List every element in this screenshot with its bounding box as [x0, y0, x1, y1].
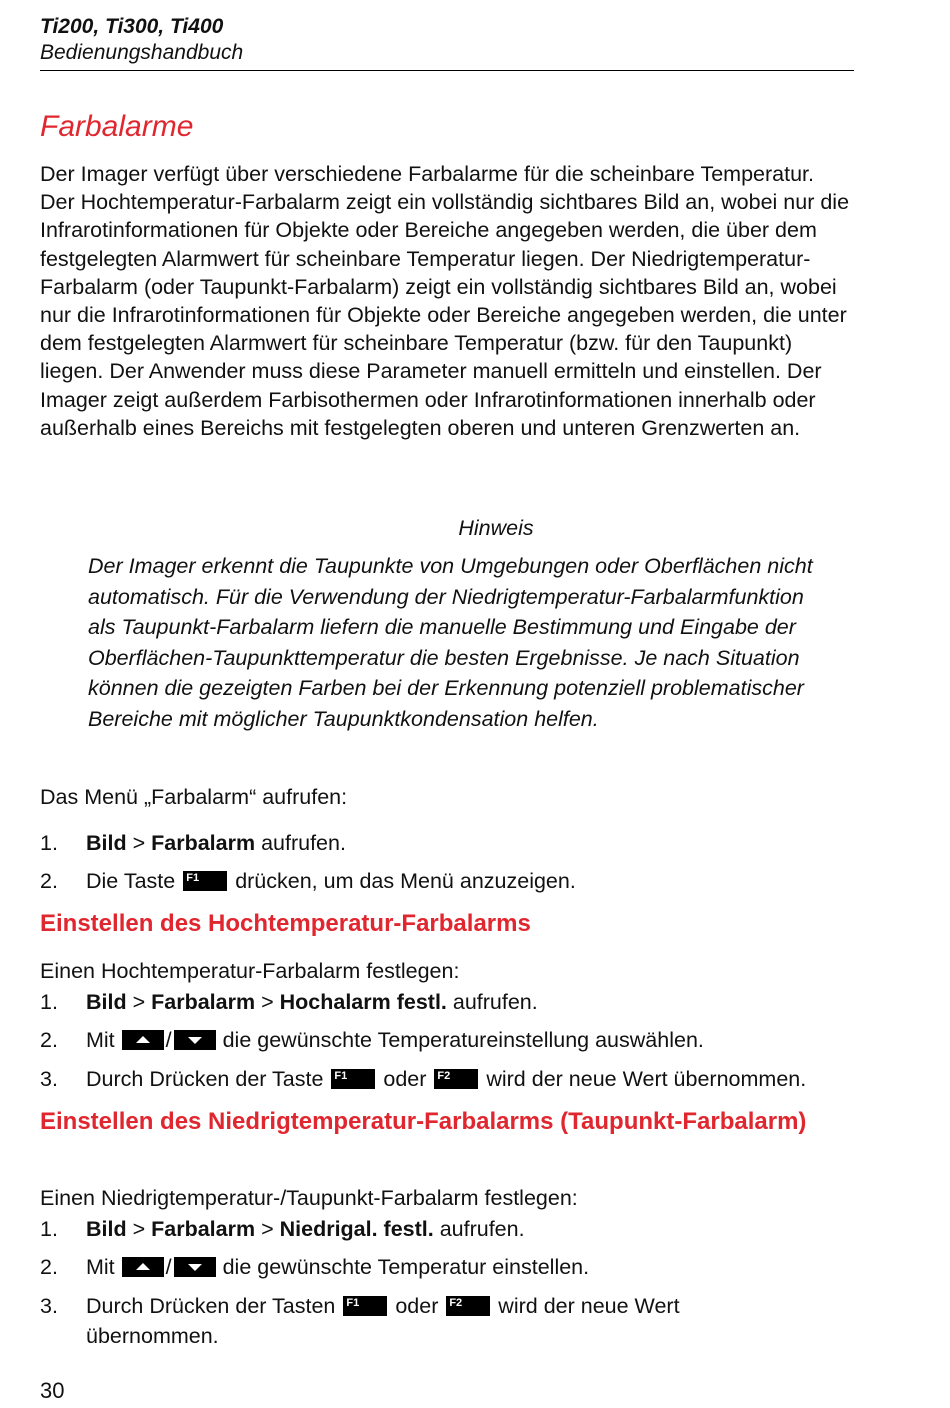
- menu-path-bild: Bild: [86, 1217, 127, 1241]
- section-title: Farbalarme: [40, 110, 194, 143]
- menu-path-bild: Bild: [86, 990, 127, 1014]
- page-number: 30: [40, 1378, 65, 1403]
- header-divider: [40, 70, 854, 71]
- menu-path-niedrigal: Niedrigal. festl.: [279, 1217, 434, 1241]
- menu-path-bild: Bild: [86, 831, 127, 855]
- intro-paragraph: Der Imager verfügt über verschiedene Farbalarme für die scheinbare Temperatur. Der Hochtemperatur-Farbalarm zeigt ein vollständig sichtbares Bild an, wobei nur die Infrarotinformationen für Objekte oder Bereiche angegeben werden, die über dem festgelegten Alarmwert für scheinbare Temperatur liegen. Der Niedrigtemperatur-Farbalarm (oder Taupunkt-Farbalarm) zeigt ein vollständig sichtbares Bild an, wobei nur die Infrarotinformationen für Objekte oder Bereiche angegeben werden, die unter dem festgelegten Alarmwert für scheinbare Temperatur (bzw. für den Taupunkt) liegen. Der Anwender muss diese Parameter manuell ermitteln und einstellen. Der Imager zeigt außerdem Farbisothermen oder Infrarotinformationen innerhalb oder außerhalb eines Bereichs mit festgelegten oberen und unteren Grenzwerten an.: [40, 162, 850, 440]
- menu-intro: Das Menü „Farbalarm“ aufrufen:: [40, 785, 348, 809]
- low-step-3-continuation: [40, 1322, 219, 1350]
- low-step-1: [40, 1215, 525, 1243]
- key-label: F1: [346, 1297, 360, 1309]
- note-heading-label: Hinweis: [458, 516, 534, 540]
- f1-key-icon: [331, 1069, 375, 1089]
- step-text: Durch Drücken der Tasten: [86, 1294, 342, 1318]
- menu-path-farbalarm: Farbalarm: [151, 831, 256, 855]
- step-text: Durch Drücken der Taste: [86, 1067, 330, 1091]
- f2-key-icon: [446, 1296, 490, 1316]
- path-separator: >: [126, 831, 152, 855]
- menu-path-farbalarm: Farbalarm: [151, 1217, 256, 1241]
- step-number: 1.: [40, 990, 58, 1014]
- step-text: aufrufen.: [255, 831, 346, 855]
- step-text: drücken, um das Menü anzuzeigen.: [229, 869, 576, 893]
- menu-step-2: [40, 867, 576, 895]
- high-step-3: [40, 1065, 806, 1093]
- path-separator: >: [126, 990, 152, 1014]
- slash: /: [165, 1255, 172, 1279]
- step-text: oder: [389, 1294, 445, 1318]
- menu-step-1: [40, 829, 346, 857]
- step-text: wird der neue Wert: [492, 1294, 680, 1318]
- low-intro: Einen Niedrigtemperatur-/Taupunkt-Farbalarm festlegen:: [40, 1186, 578, 1210]
- step-text: oder: [377, 1067, 433, 1091]
- step-number: 3.: [40, 1067, 58, 1091]
- step-number: 1.: [40, 831, 58, 855]
- heading-high-alarm: Einstellen des Hochtemperatur-Farbalarms: [40, 910, 531, 937]
- step-text: Mit: [86, 1028, 121, 1052]
- step-text: aufrufen.: [433, 1217, 525, 1241]
- step-text: wird der neue Wert übernommen.: [480, 1067, 807, 1091]
- key-label: F2: [437, 1070, 451, 1082]
- key-label: F2: [449, 1297, 463, 1309]
- note-heading: [0, 513, 950, 543]
- slash: /: [165, 1028, 172, 1052]
- step-text: übernommen.: [86, 1324, 219, 1348]
- step-number: 1.: [40, 1217, 58, 1241]
- menu-path-hochalarm: Hochalarm festl.: [279, 990, 447, 1014]
- down-arrow-icon: [174, 1030, 216, 1050]
- note-text: Der Imager erkennt die Taupunkte von Umgebungen oder Oberflächen nicht automatisch. Für die Verwendung der Niedrigtemperatur-Farbalarmfunktion als Taupunkt-Farbalarm liefern die manuelle Bestimmung und Eingabe der Oberflächen-Taupunkttemperatur die besten Ergebnisse. Je nach Situation können die gezeigten Farben bei der Erkennung potenziell problematischer Bereiche mit möglicher Taupunktkondensation helfen.: [88, 554, 813, 731]
- header-model: Ti200, Ti300, Ti400: [40, 15, 224, 38]
- step-number: 2.: [40, 1255, 58, 1279]
- f1-key-icon: [183, 871, 227, 891]
- step-text: Die Taste: [86, 869, 182, 893]
- f1-key-icon: [343, 1296, 387, 1316]
- f2-key-icon: [434, 1069, 478, 1089]
- path-separator: >: [255, 1217, 280, 1241]
- low-step-2: [40, 1253, 589, 1281]
- menu-path-farbalarm: Farbalarm: [151, 990, 256, 1014]
- high-intro: Einen Hochtemperatur-Farbalarm festlegen:: [40, 959, 460, 983]
- high-step-1: [40, 988, 538, 1016]
- step-text: aufrufen.: [446, 990, 538, 1014]
- key-label: F1: [334, 1070, 348, 1082]
- up-arrow-icon: [122, 1030, 164, 1050]
- low-step-3: [40, 1292, 680, 1320]
- step-number: 2.: [40, 1028, 58, 1052]
- down-arrow-icon: [174, 1257, 216, 1277]
- heading-low-alarm: Einstellen des Niedrigtemperatur-Farbalarms (Taupunkt-Farbalarm): [40, 1108, 807, 1135]
- high-step-2: [40, 1026, 704, 1054]
- key-label: F1: [186, 872, 200, 884]
- page-header: [40, 14, 854, 66]
- step-text: die gewünschte Temperatur einstellen.: [216, 1255, 590, 1279]
- step-text: Mit: [86, 1255, 121, 1279]
- step-number: 2.: [40, 869, 58, 893]
- up-arrow-icon: [122, 1257, 164, 1277]
- step-number: 3.: [40, 1294, 58, 1318]
- path-separator: >: [255, 990, 280, 1014]
- header-subtitle: Bedienungshandbuch: [40, 41, 244, 64]
- path-separator: >: [126, 1217, 152, 1241]
- step-text: die gewünschte Temperatureinstellung auswählen.: [216, 1028, 704, 1052]
